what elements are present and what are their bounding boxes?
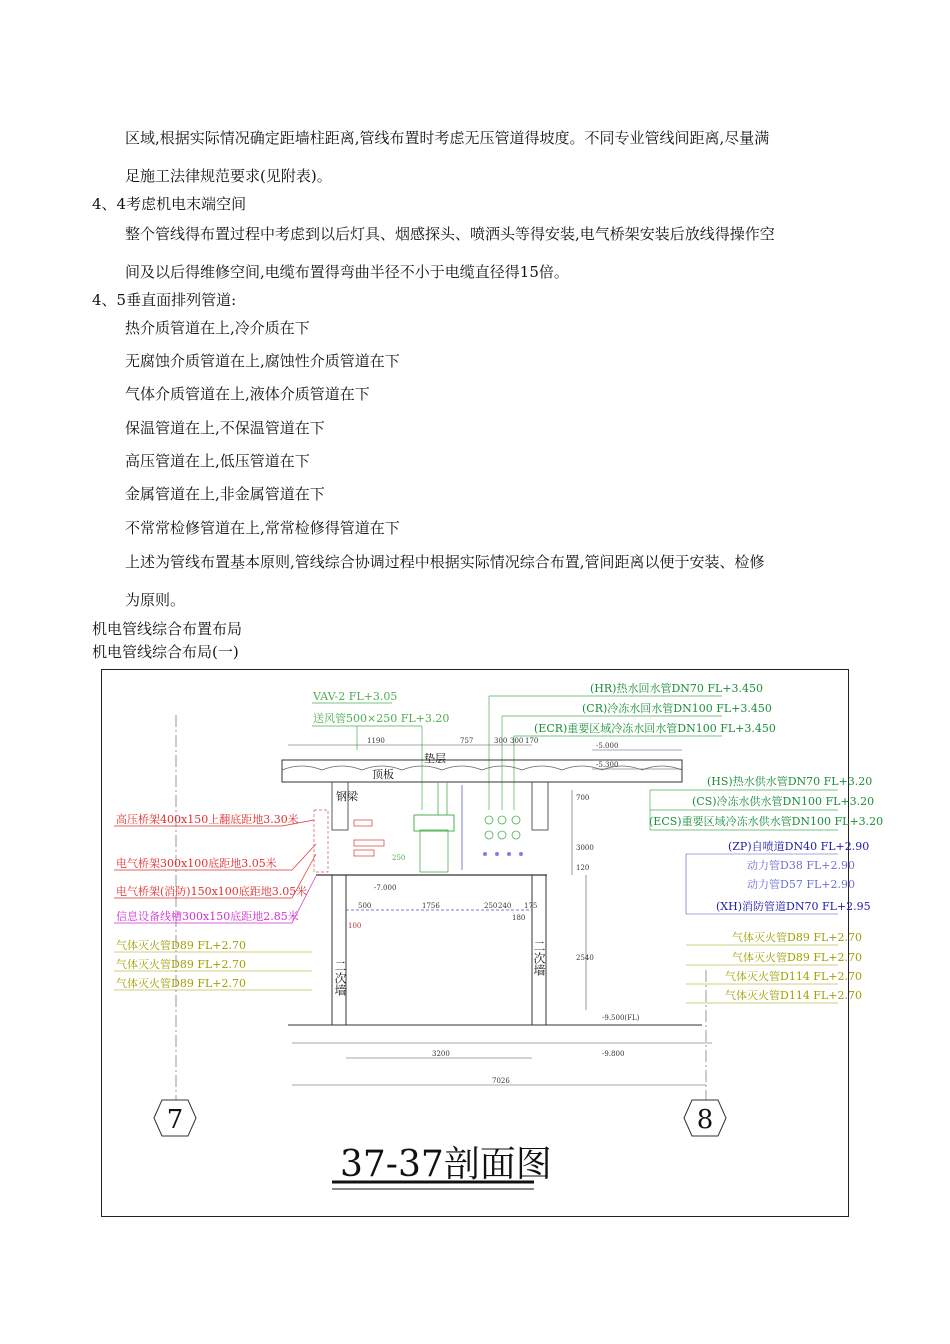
gas-pipe-label: 气体灭火管D114 FL+2.70: [725, 989, 862, 1002]
dim-text: 757: [460, 737, 474, 745]
dim-text: 120: [576, 864, 590, 872]
elevation-text: -5.000: [596, 742, 619, 750]
cs-label: (CS)冷冻水供水管DN100 FL+3.20: [692, 795, 875, 808]
gas-pipe-label: 气体灭火管D89 FL+2.70: [116, 977, 246, 990]
dim-text: 300: [494, 737, 508, 745]
paragraph-line: 间及以后得维修空间,电缆布置得弯曲半径不小于电缆直径得15倍。: [125, 263, 569, 281]
cr-label: (CR)冷冻水回水管DN100 FL+3.450: [582, 702, 772, 715]
dim-text: 300: [510, 737, 524, 745]
rule-item: 金属管道在上,非金属管道在下: [125, 485, 325, 503]
paragraph-line: 为原则。: [125, 591, 186, 609]
cad-drawing: [102, 670, 884, 1218]
elevation-text: -7.000: [374, 884, 397, 892]
ecs-label: (ECS)重要区域冷冻水供水管DN100 FL+3.20: [649, 815, 884, 828]
axis-bubble-7: 7: [166, 1105, 184, 1135]
ecr-label: (ECR)重要区域冷冻水回水管DN100 FL+3.450: [534, 722, 776, 735]
section-heading: 机电管线综合布置布局: [92, 620, 243, 638]
dim-text: 250: [484, 902, 498, 910]
section-heading: 机电管线综合布局(一): [92, 643, 239, 661]
dim-text: 2540: [576, 954, 594, 962]
dim-text: 175: [524, 902, 538, 910]
xh-label: (XH)消防管道DN70 FL+2.95: [716, 900, 871, 913]
paragraph-line: 整个管线得布置过程中考虑到以后灯具、烟感探头、喷洒头等得安装,电气桥架安装后放线得操作空: [125, 225, 775, 243]
paragraph-line: 足施工法律规范要求(见附表)。: [125, 167, 332, 185]
dim-text: 3200: [432, 1050, 450, 1058]
dim-text: 1190: [367, 737, 385, 745]
axis-bubble-8: 8: [696, 1105, 714, 1135]
hs-label: (HS)热水供水管DN70 FL+3.20: [707, 775, 873, 788]
rule-item: 保温管道在上,不保温管道在下: [125, 419, 325, 437]
elevation-text: -5.300: [596, 761, 619, 769]
gas-pipe-label: 气体灭火管D114 FL+2.70: [725, 970, 862, 983]
info-tray-label: 信息设备线槽300x150底距地2.85米: [116, 910, 299, 923]
dim-text: 240: [498, 902, 512, 910]
wall-right-label: 二次墙: [532, 940, 546, 976]
steel-beam-label: 钢梁: [336, 790, 358, 803]
rule-item: 气体介质管道在上,液体介质管道在下: [125, 385, 370, 403]
gas-pipe-label: 气体灭火管D89 FL+2.70: [116, 958, 246, 971]
dim-text: 3000: [576, 844, 594, 852]
dim-text: 700: [576, 794, 590, 802]
dim-text: 500: [358, 902, 372, 910]
gas-pipe-label: 气体灭火管D89 FL+2.70: [116, 939, 246, 952]
rule-item: 无腐蚀介质管道在上,腐蚀性介质管道在下: [125, 352, 400, 370]
section-heading: 4、5垂直面排列管道:: [92, 291, 237, 309]
e-tray-label: 电气桥架300x100底距地3.05米: [116, 857, 277, 870]
hv-tray-label: 高压桥架400x150上翻底距地3.30米: [116, 813, 299, 826]
gas-pipe-label: 气体灭火管D89 FL+2.70: [732, 931, 862, 944]
power-pipe-label: 动力管D57 FL+2.90: [747, 878, 855, 891]
hr-label: (HR)热水回水管DN70 FL+3.450: [590, 682, 764, 695]
dim-text: 1756: [422, 902, 440, 910]
rule-item: 高压管道在上,低压管道在下: [125, 452, 310, 470]
e-tray-fire-label: 电气桥架(消防)150x100底距地3.05米: [116, 885, 308, 898]
paragraph-line: 区域,根据实际情况确定距墙柱距离,管线布置时考虑无压管道得坡度。不同专业管线间距离,尽量满: [125, 129, 770, 147]
section-heading: 4、4考虑机电末端空间: [92, 195, 247, 213]
power-pipe-label: 动力管D38 FL+2.90: [747, 859, 855, 872]
elevation-text: -9.500(FL): [602, 1014, 640, 1022]
slab-label: 顶板: [372, 768, 394, 781]
figure-title: 37-37剖面图: [340, 1144, 552, 1185]
dim-text: 250: [392, 854, 406, 862]
dim-text: 180: [512, 914, 526, 922]
rule-item: 不常常检修管道在上,常常检修得管道在下: [125, 519, 400, 537]
paragraph-line: 上述为管线布置基本原则,管线综合协调过程中根据实际情况综合布置,管间距离以便于安装、检修: [125, 553, 765, 571]
section-drawing: [101, 669, 884, 1217]
vav-label: VAV-2 FL+3.05: [313, 690, 398, 703]
supply-duct-label: 送风管500×250 FL+3.20: [313, 712, 450, 725]
dim-text: 100: [348, 922, 362, 930]
wall-left-label: 二次墙: [333, 960, 347, 996]
gas-pipe-label: 气体灭火管D89 FL+2.70: [732, 951, 862, 964]
cushion-label: 垫层: [424, 752, 446, 765]
zp-label: (ZP)自喷道DN40 FL+2.90: [728, 840, 870, 853]
elevation-text: -9.800: [602, 1050, 625, 1058]
dim-text: 170: [525, 737, 539, 745]
dim-text: 7026: [492, 1077, 510, 1085]
rule-item: 热介质管道在上,冷介质在下: [125, 319, 310, 337]
